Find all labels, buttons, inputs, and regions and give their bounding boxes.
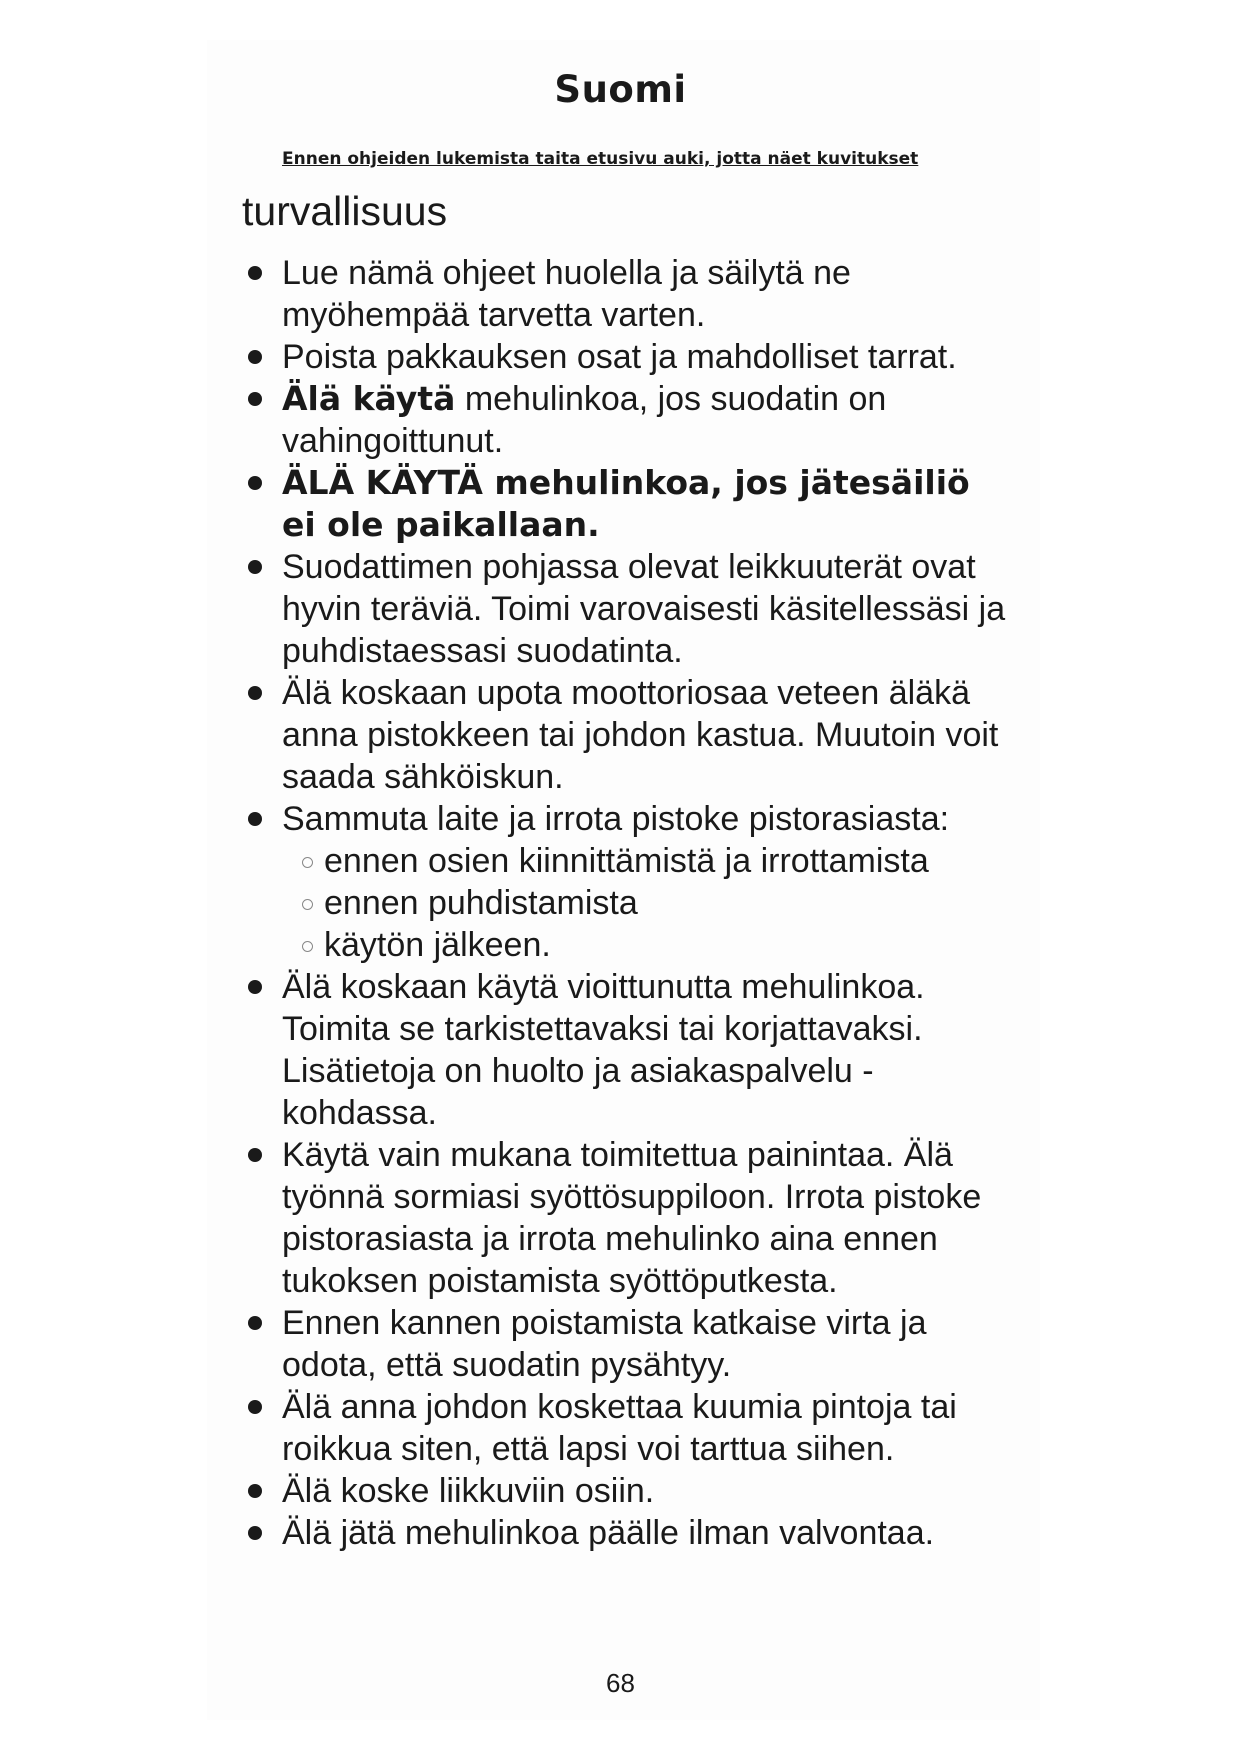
bullet-icon [248, 560, 262, 574]
bullet-icon [248, 1400, 262, 1414]
list-item [242, 966, 1012, 1134]
page-number: 68 [606, 1668, 635, 1698]
sub-item-text: ennen osien kiinnittämistä ja irrottamista [324, 842, 929, 880]
bullet-icon [248, 476, 262, 490]
list-item [242, 798, 1012, 966]
item-text: Älä koskaan käytä vioittunutta mehulinkoa. Toimita se tarkistettavaksi tai korjattavaksi. Lisätietoja on huolto ja asiakaspalvelu -kohdassa. [282, 968, 925, 1132]
item-text: Sammuta laite ja irrota pistoke pistorasiasta: [282, 800, 950, 838]
sub-list [282, 840, 1012, 966]
bullet-icon [248, 1526, 262, 1540]
item-text: Poista pakkauksen osat ja mahdolliset tarrat. [282, 338, 957, 376]
list-item [242, 462, 1012, 546]
item-text: Lue nämä ohjeet huolella ja säilytä ne myöhempää tarvetta varten. [282, 254, 851, 334]
list-item [242, 1386, 1012, 1470]
language-title: Suomi [554, 68, 687, 111]
item-text: mehulinkoa, jos suodatin on vahingoittunut. [282, 380, 887, 460]
item-bold-text: ÄLÄ KÄYTÄ mehulinkoa, jos jätesäiliö ei ole paikallaan. [282, 463, 970, 544]
item-text: Älä koske liikkuviin osiin. [282, 1472, 655, 1510]
item-text: Älä anna johdon koskettaa kuumia pintoja tai roikkua siten, että lapsi voi tarttua siihen. [282, 1388, 957, 1468]
item-bold-text: Älä käytä [282, 379, 456, 418]
item-text: Älä koskaan upota moottoriosaa veteen äläkä anna pistokkeen tai johdon kastua. Muutoin voit saada sähköiskun. [282, 674, 999, 796]
safety-list [242, 252, 1012, 1554]
bullet-icon [248, 1484, 262, 1498]
sub-list-item [282, 924, 1012, 966]
hollow-bullet-icon [302, 899, 313, 910]
item-text: Käytä vain mukana toimitettua painintaa. Älä työnnä sormiasi syöttösuppiloon. Irrota pistoke pistorasiasta ja irrota mehulinko aina ennen tukoksen poistamista syöttöputkesta. [282, 1136, 982, 1300]
sub-list-item [282, 840, 1012, 882]
list-item [242, 378, 1012, 462]
list-item [242, 336, 1012, 378]
bullet-icon [248, 686, 262, 700]
bullet-icon [248, 350, 262, 364]
bullet-icon [248, 1316, 262, 1330]
list-item [242, 1470, 1012, 1512]
item-text: Suodattimen pohjassa olevat leikkuuterät ovat hyvin teräviä. Toimi varovaisesti käsitellessäsi ja puhdistaessasi suodatinta. [282, 548, 1006, 670]
item-text: Älä jätä mehulinkoa päälle ilman valvontaa. [282, 1514, 935, 1552]
list-item [242, 1512, 1012, 1554]
bullet-icon [248, 392, 262, 406]
bullet-icon [248, 980, 262, 994]
illustration-note: Ennen ohjeiden lukemista taita etusivu auki, jotta näet kuvitukset [282, 149, 919, 169]
hollow-bullet-icon [302, 857, 313, 868]
hollow-bullet-icon [302, 941, 313, 952]
list-item [242, 546, 1012, 672]
list-item [242, 252, 1012, 336]
bullet-icon [248, 266, 262, 280]
bullet-icon [248, 812, 262, 826]
list-item [242, 1302, 1012, 1386]
item-text: Ennen kannen poistamista katkaise virta ja odota, että suodatin pysähtyy. [282, 1304, 927, 1384]
section-title: turvallisuus [242, 188, 448, 234]
sub-item-text: ennen puhdistamista [324, 884, 638, 922]
bullet-icon [248, 1148, 262, 1162]
list-item [242, 1134, 1012, 1302]
sub-item-text: käytön jälkeen. [324, 926, 551, 964]
sub-list-item [282, 882, 1012, 924]
list-item [242, 672, 1012, 798]
